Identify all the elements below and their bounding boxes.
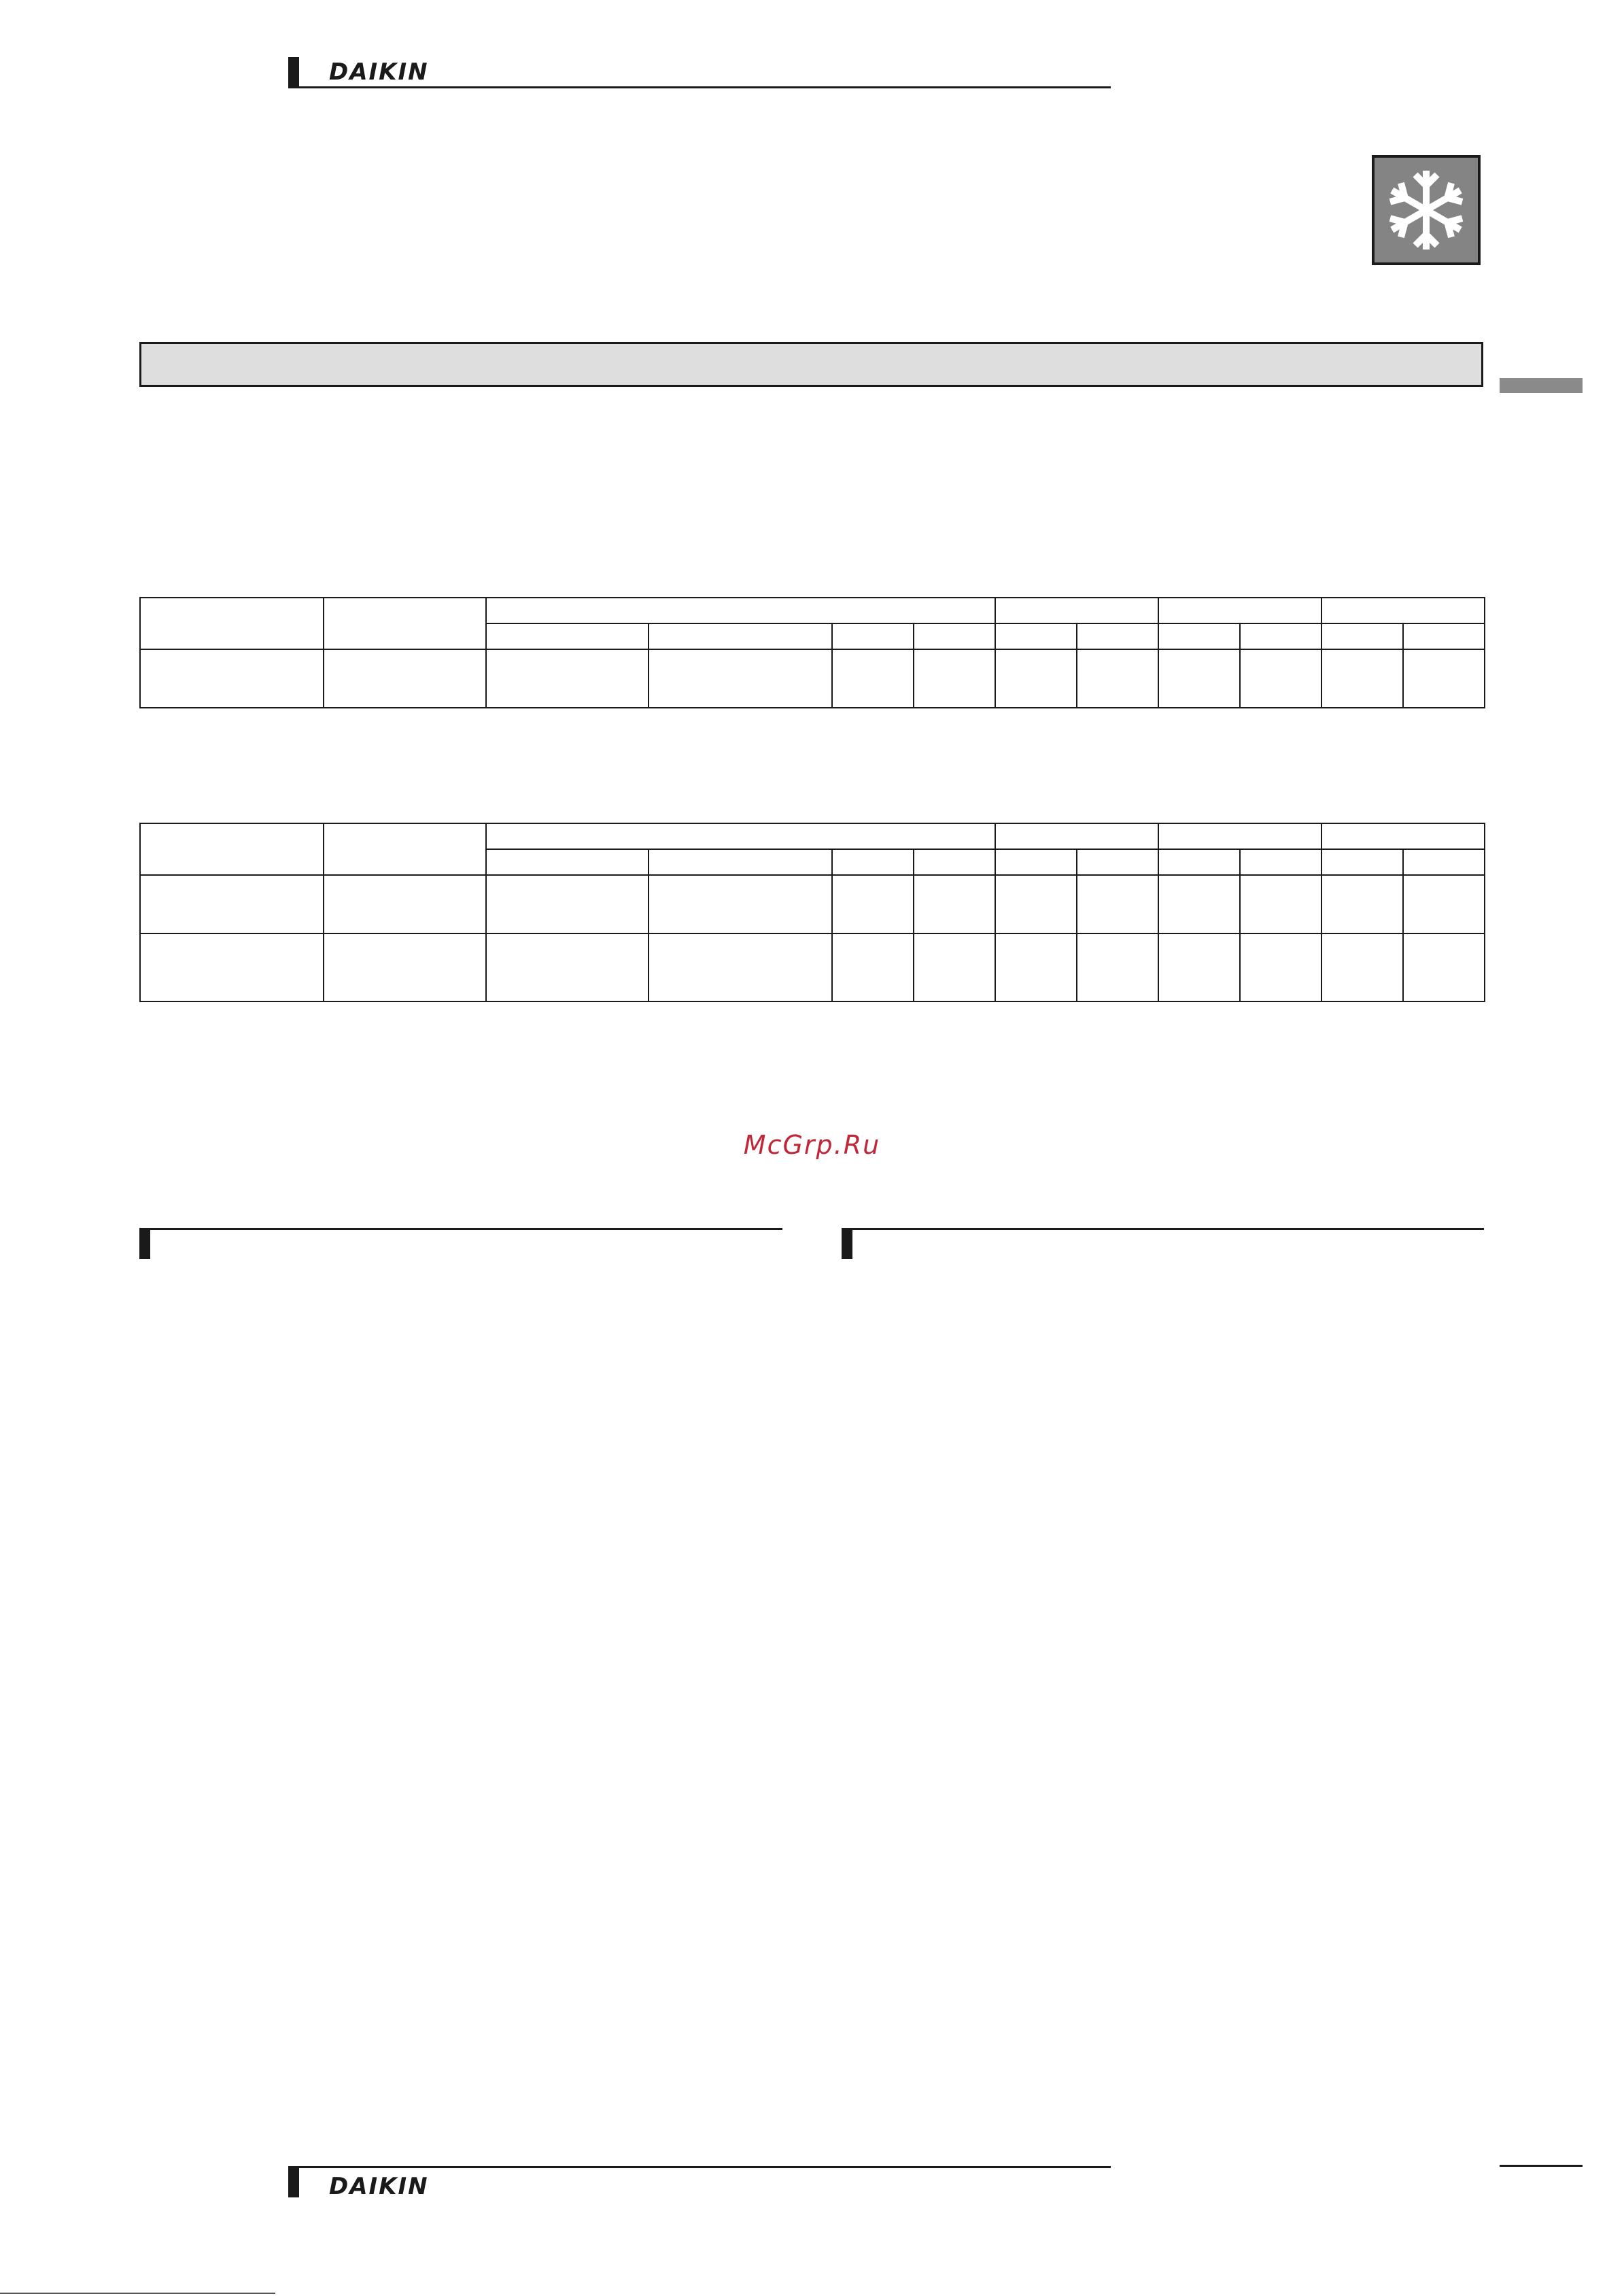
table-cell bbox=[914, 623, 995, 649]
table-cell bbox=[649, 849, 832, 875]
table-cell bbox=[1158, 649, 1240, 708]
table-row bbox=[140, 875, 1485, 933]
table-row bbox=[140, 649, 1485, 708]
table-cell bbox=[486, 823, 995, 849]
table-cell bbox=[140, 933, 324, 1001]
footer-rule bbox=[299, 2166, 1111, 2168]
table-cell bbox=[995, 875, 1077, 933]
table-cell bbox=[486, 623, 649, 649]
table-cell bbox=[486, 849, 649, 875]
table-cell bbox=[914, 875, 995, 933]
table-cell bbox=[1403, 623, 1485, 649]
header-brand-logo: DAIKIN bbox=[329, 58, 429, 86]
table-cell bbox=[1321, 823, 1485, 849]
table-cell bbox=[1321, 623, 1403, 649]
table-cell bbox=[1403, 849, 1485, 875]
table-cell bbox=[1158, 823, 1321, 849]
table-cell bbox=[1158, 598, 1321, 623]
side-tab-marker bbox=[1500, 378, 1583, 393]
footer-mark bbox=[288, 2166, 299, 2197]
table-header-row bbox=[140, 598, 1485, 623]
subsection-header-right bbox=[842, 1228, 1484, 1259]
watermark-text: McGrp.Ru bbox=[743, 1130, 881, 1160]
table-cell bbox=[486, 875, 649, 933]
section-title-band bbox=[139, 342, 1483, 387]
table-cell bbox=[914, 649, 995, 708]
table-cell bbox=[1403, 875, 1485, 933]
table-cell bbox=[995, 823, 1158, 849]
table-cell bbox=[995, 933, 1077, 1001]
table-cell bbox=[1077, 623, 1158, 649]
table-cell bbox=[649, 623, 832, 649]
snowflake-icon bbox=[1372, 155, 1481, 265]
table-cell bbox=[1077, 933, 1158, 1001]
table-cell bbox=[140, 823, 324, 875]
table-cell bbox=[324, 933, 486, 1001]
table-cell bbox=[1403, 933, 1485, 1001]
table-cell bbox=[1077, 849, 1158, 875]
subsection-rule bbox=[842, 1228, 1484, 1230]
table-cell bbox=[1321, 598, 1485, 623]
table-cell bbox=[995, 849, 1077, 875]
table-cell bbox=[486, 598, 995, 623]
subsection-header-left bbox=[139, 1228, 782, 1259]
table-cell bbox=[1321, 849, 1403, 875]
table-cell bbox=[1321, 875, 1403, 933]
table-cell bbox=[1077, 875, 1158, 933]
table-cell bbox=[1403, 649, 1485, 708]
table-cell bbox=[140, 649, 324, 708]
table-cell bbox=[995, 649, 1077, 708]
table-cell bbox=[324, 875, 486, 933]
table-cell bbox=[832, 849, 914, 875]
table-cell bbox=[649, 933, 832, 1001]
table-cell bbox=[324, 598, 486, 649]
table-cell bbox=[995, 598, 1158, 623]
spec-table-2 bbox=[139, 823, 1485, 1002]
table-cell bbox=[324, 649, 486, 708]
subsection-mark bbox=[842, 1228, 852, 1259]
table-row bbox=[140, 933, 1485, 1001]
table-cell bbox=[1240, 875, 1321, 933]
table-cell bbox=[324, 823, 486, 875]
table-cell bbox=[1158, 875, 1240, 933]
table-cell bbox=[1240, 933, 1321, 1001]
table-cell bbox=[914, 849, 995, 875]
table-cell bbox=[486, 649, 649, 708]
header-mark bbox=[288, 57, 299, 88]
table-cell bbox=[1240, 623, 1321, 649]
table-cell bbox=[140, 598, 324, 649]
table-cell bbox=[1321, 649, 1403, 708]
table-cell bbox=[1158, 933, 1240, 1001]
table-header-row bbox=[140, 823, 1485, 849]
table-cell bbox=[486, 933, 649, 1001]
spec-table-1 bbox=[139, 597, 1485, 708]
table-cell bbox=[1240, 649, 1321, 708]
table-cell bbox=[1158, 623, 1240, 649]
table-cell bbox=[832, 623, 914, 649]
header-rule bbox=[299, 86, 1111, 88]
table-cell bbox=[649, 875, 832, 933]
table-cell bbox=[140, 875, 324, 933]
table-cell bbox=[1240, 849, 1321, 875]
footer-brand-logo: DAIKIN bbox=[329, 2173, 429, 2200]
table-cell bbox=[1077, 649, 1158, 708]
subsection-mark bbox=[139, 1228, 150, 1259]
table-cell bbox=[832, 875, 914, 933]
table-cell bbox=[1321, 933, 1403, 1001]
crop-line bbox=[0, 2293, 275, 2294]
header-logo-bar bbox=[288, 57, 1111, 88]
subsection-rule bbox=[139, 1228, 782, 1230]
table-cell bbox=[995, 623, 1077, 649]
table-cell bbox=[649, 649, 832, 708]
table-cell bbox=[914, 933, 995, 1001]
table-cell bbox=[832, 649, 914, 708]
table-cell bbox=[832, 933, 914, 1001]
table-cell bbox=[1158, 849, 1240, 875]
footer-logo-bar bbox=[288, 2166, 1111, 2200]
page-number-rule bbox=[1500, 2165, 1583, 2167]
